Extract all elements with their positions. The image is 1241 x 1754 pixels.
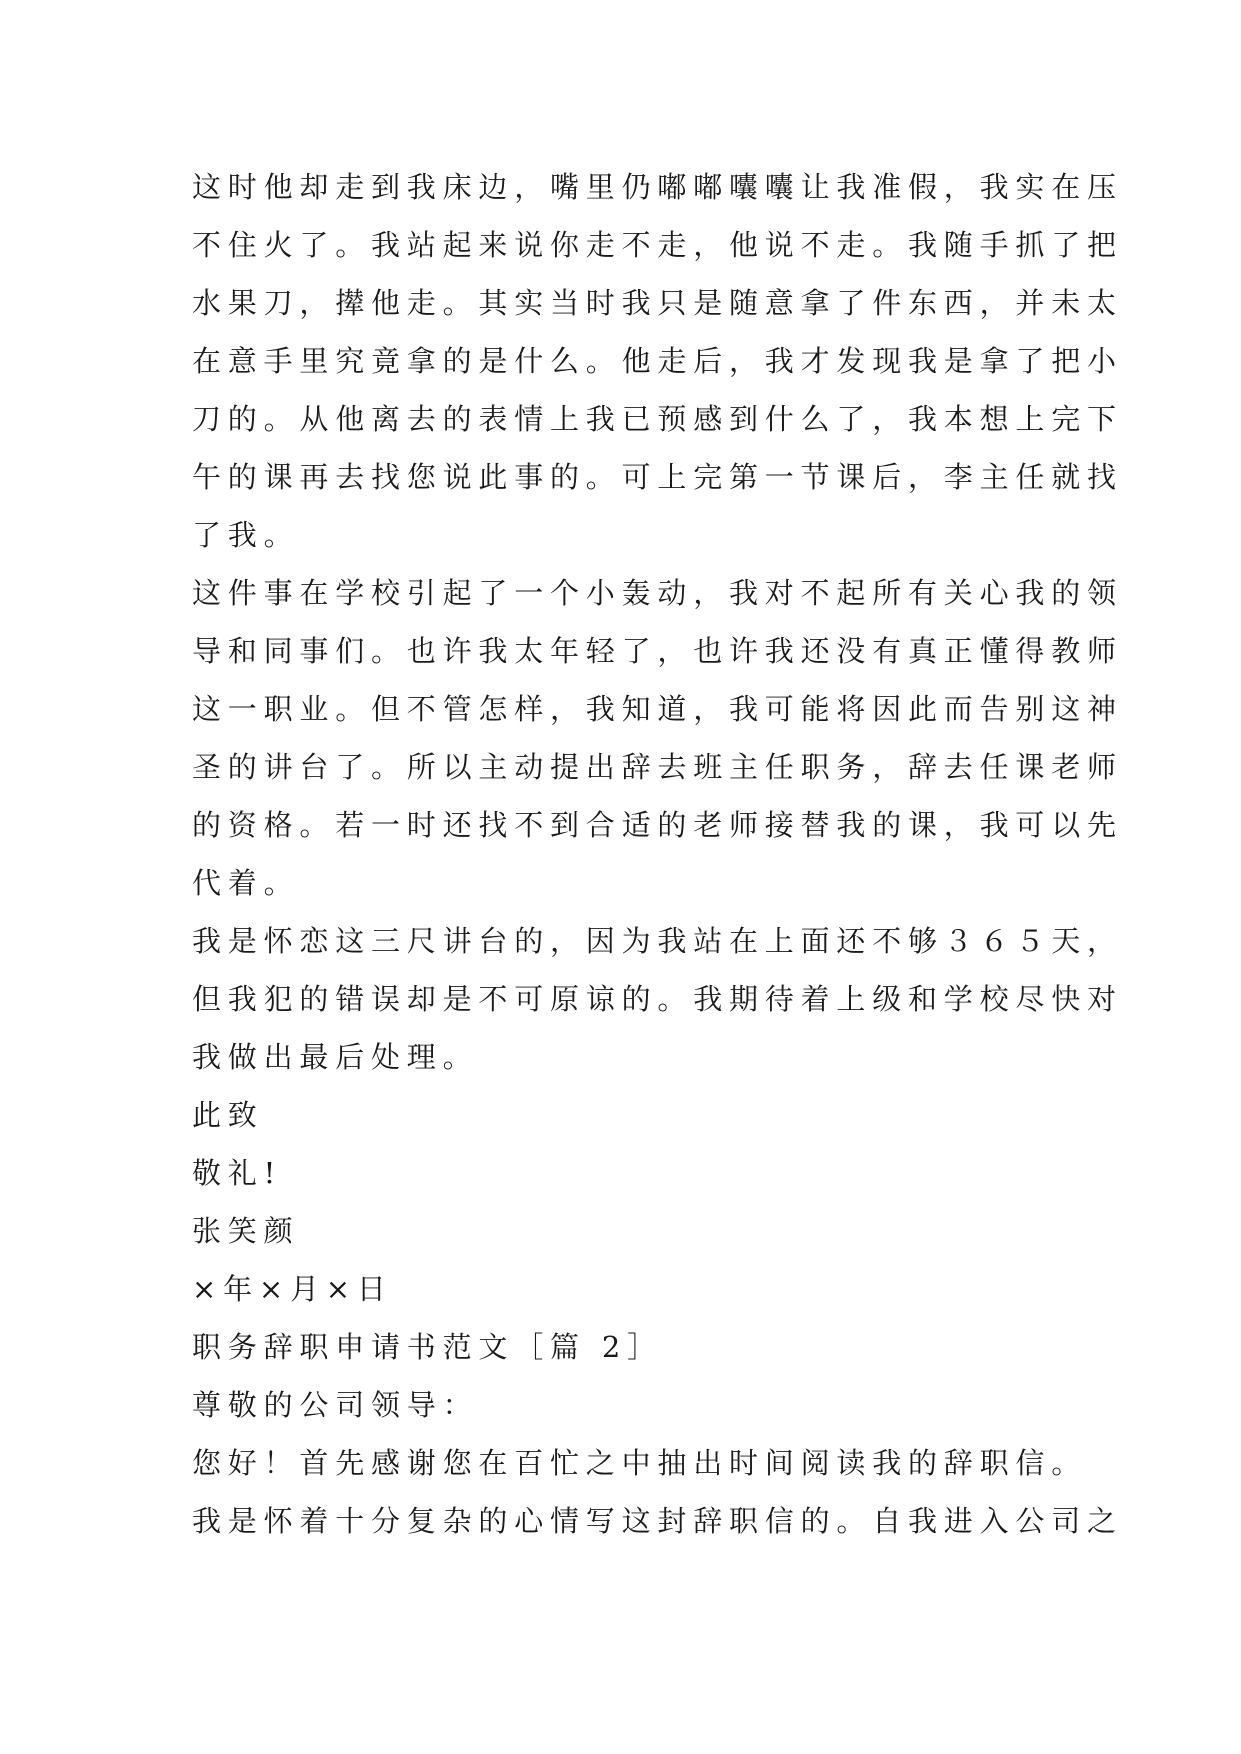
text-line: 午的课再去找您说此事的。可上完第一节课后，李主任就找 (192, 460, 1123, 494)
signature-name (192, 1202, 1072, 1260)
text-line: 职务辞职申请书范文［篇 2］ (192, 1330, 663, 1364)
text-line: 敬礼! (192, 1156, 283, 1190)
text-line: 刀的。从他离去的表情上我已预感到什么了，我本想上完下 (192, 402, 1123, 436)
text-line: 了我。 (192, 518, 300, 552)
paragraph-apology (192, 564, 1123, 912)
text-line: 此致 (192, 1098, 264, 1132)
text-line: 但我犯的错误却是不可原谅的。我期待着上级和学校尽快对 (192, 982, 1123, 1016)
text-line: 在意手里究竟拿的是什么。他走后，我才发现我是拿了把小 (192, 344, 1123, 378)
text-line: 尊敬的公司领导： (192, 1388, 479, 1422)
text-line: 代着。 (192, 866, 300, 900)
paragraph-intro (192, 1492, 1123, 1550)
text-line: ×年×月×日 (192, 1272, 393, 1306)
paragraph-incident (192, 158, 1123, 564)
text-line: 这时他却走到我床边，嘴里仍嘟嘟囔囔让我准假，我实在压 (192, 170, 1123, 204)
document-body (192, 158, 1123, 1550)
text-line: 不住火了。我站起来说你走不走，他说不走。我随手抓了把 (192, 228, 1123, 262)
text-line: 我做出最后处理。 (192, 1040, 479, 1074)
text-line: 我是怀恋这三尺讲台的，因为我站在上面还不够３６５天， (192, 924, 1123, 958)
paragraph-thanks (192, 1434, 1088, 1492)
text-line: 张笑颜 (192, 1214, 300, 1248)
salutation-regards (192, 1144, 1072, 1202)
signature-date (192, 1260, 1072, 1318)
text-line: 的资格。若一时还找不到合适的老师接替我的课，我可以先 (192, 808, 1123, 842)
text-line: 导和同事们。也许我太年轻了，也许我还没有真正懂得教师 (192, 634, 1123, 668)
text-line: 水果刀，撵他走。其实当时我只是随意拿了件东西，并未太 (192, 286, 1123, 320)
text-line: 这件事在学校引起了一个小轰动，我对不起所有关心我的领 (192, 576, 1123, 610)
paragraph-closing-statement (192, 912, 1123, 1086)
section-heading (192, 1318, 1072, 1376)
text-line: 您好！首先感谢您在百忙之中抽出时间阅读我的辞职信。 (192, 1446, 1088, 1480)
text-line: 圣的讲台了。所以主动提出辞去班主任职务，辞去任课老师 (192, 750, 1123, 784)
letter-greeting (192, 1376, 1072, 1434)
salutation-closing (192, 1086, 1072, 1144)
text-line: 我是怀着十分复杂的心情写这封辞职信的。自我进入公司之 (192, 1504, 1123, 1538)
text-line: 这一职业。但不管怎样，我知道，我可能将因此而告别这神 (192, 692, 1123, 726)
